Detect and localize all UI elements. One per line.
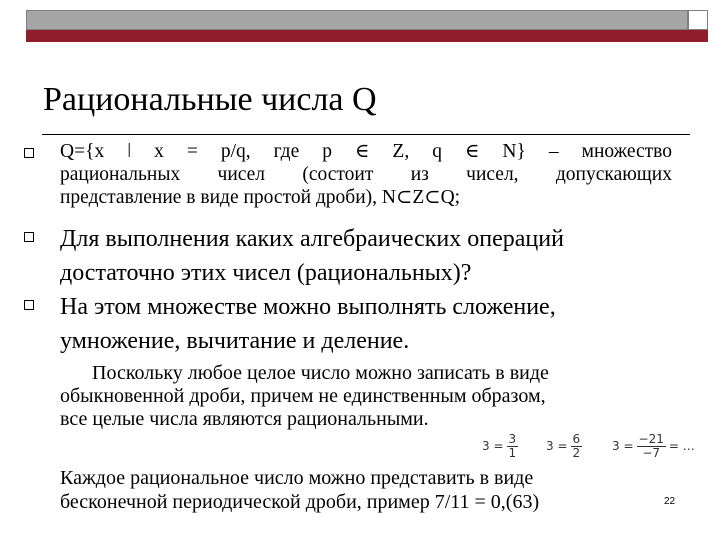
bullet-square-icon: [24, 300, 34, 310]
header-bar-gray: [26, 10, 688, 30]
bullet-square-icon: [24, 232, 34, 242]
title-divider: [42, 134, 690, 135]
bullet-3-line: На этом множестве можно выполнять сложение,: [60, 294, 556, 320]
denominator: −7: [642, 445, 661, 460]
periodic-fraction-paragraph: [60, 466, 660, 514]
numerator: 6: [572, 431, 581, 446]
bullet-3-line: умножение, вычитание и деление.: [60, 328, 410, 354]
denominator: 2: [572, 445, 581, 460]
bullet-1-text: [60, 140, 672, 209]
bullet-1-line: представление в виде простой дроби), N⊂Z⊂Q;: [60, 187, 461, 208]
formula-lhs: 3 =: [482, 439, 504, 453]
fraction: [571, 433, 583, 460]
fraction: [507, 433, 519, 460]
numerator: −21: [638, 431, 664, 446]
bullet-2-line: достаточно этих чисел (рациональных)?: [60, 260, 472, 286]
bullet-2-line: Для выполнения каких алгебраических операций: [60, 226, 564, 252]
formula-3-over-1: [482, 428, 518, 464]
bullet-1-line: Q={x ǀ x = p/q, где p ∈ Z, q ∈ N} – множество: [60, 141, 672, 162]
paragraph-line: Поскольку любое целое число можно записать в виде: [92, 362, 549, 384]
bullet-square-icon: [24, 148, 34, 158]
paragraph-line: обыкновенной дроби, причем не единственным образом,: [60, 385, 546, 407]
formula-lhs: 3 =: [612, 439, 634, 453]
bullet-1-line: рациональных чисел (состоит из чисел, допускающих: [60, 164, 672, 185]
numerator: 3: [508, 431, 517, 446]
header-corner-red: [688, 30, 708, 42]
paragraph-line: все целые числа являются рациональными.: [60, 408, 429, 430]
paragraph-line: бесконечной периодической дроби, пример 7/11 = 0,(63): [60, 491, 540, 513]
paragraph-line: Каждое рациональное число можно представить в виде: [60, 467, 534, 489]
fraction: [637, 433, 666, 460]
denominator: 1: [508, 445, 517, 460]
bullet-3-text: [60, 290, 672, 358]
bullet-2-text: [60, 222, 672, 290]
header-bar-red: [26, 30, 688, 42]
formula-neg21-over-neg7: [612, 428, 695, 464]
header-corner-box: [688, 10, 708, 30]
formula-tail: = …: [668, 439, 695, 453]
formula-6-over-2: [546, 428, 582, 464]
integers-paragraph: [60, 362, 650, 431]
page-number: 22: [664, 496, 676, 507]
formula-lhs: 3 =: [546, 439, 568, 453]
slide-title: Рациональные числа Q: [43, 81, 377, 118]
